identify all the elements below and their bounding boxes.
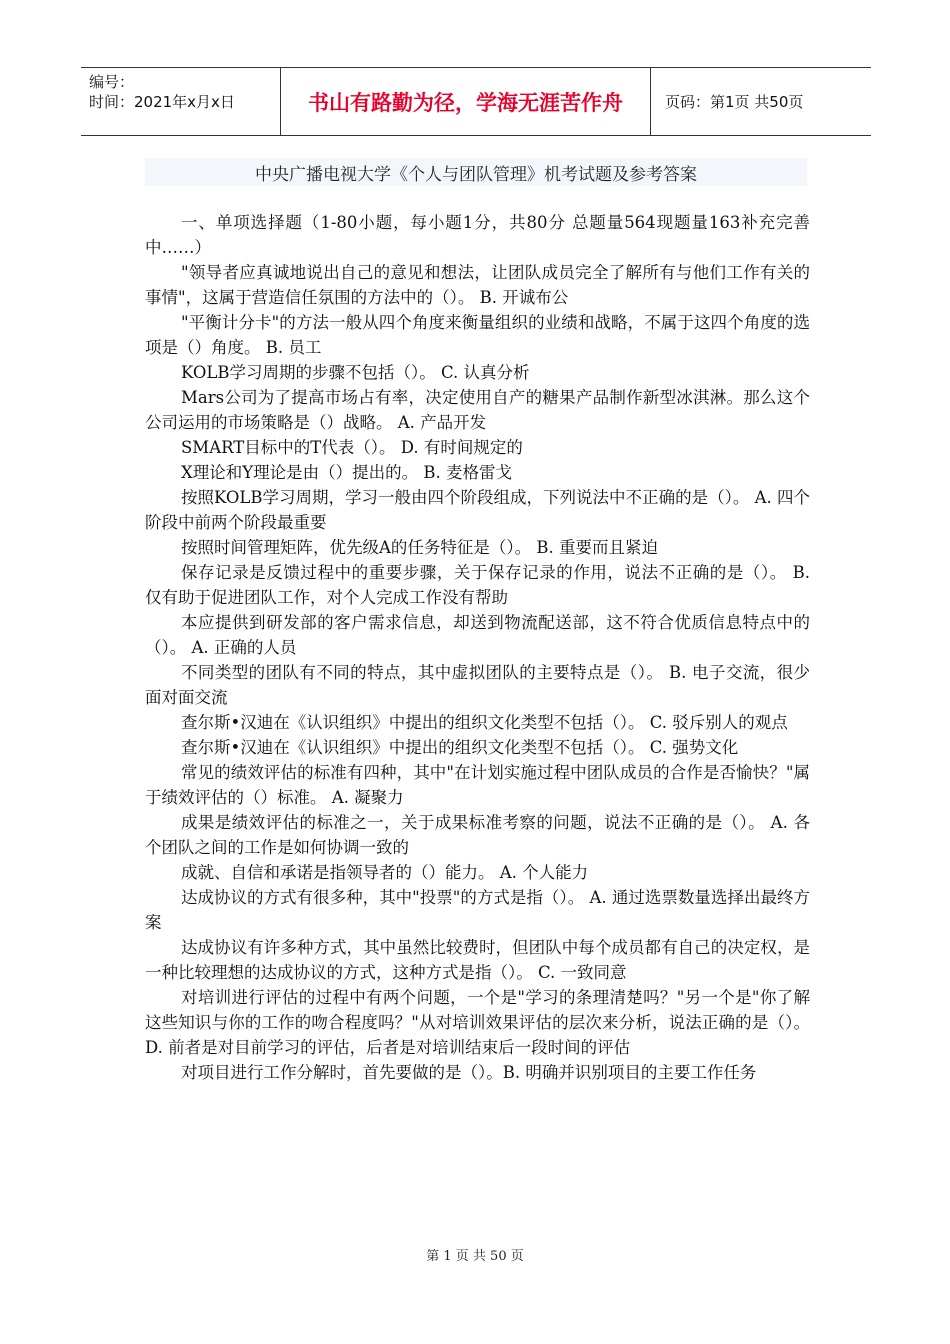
question-paragraph: 本应提供到研发部的客户需求信息，却送到物流配送部，这不符合优质信息特点中的（）。 A. 正确的人员 <box>145 613 810 657</box>
question-paragraph: 按照KOLB学习周期，学习一般由四个阶段组成，下列说法中不正确的是（）。 A. 四个阶段中前两个阶段最重要 <box>145 488 810 532</box>
question-paragraph: X理论和Y理论是由（）提出的。 B. 麦格雷戈 <box>181 463 512 482</box>
document-number-label: 编号： <box>89 73 135 91</box>
header-motto: 书山有路勤为径，学海无涯苦作舟 <box>281 68 651 135</box>
question-paragraph: 对培训进行评估的过程中有两个问题，一个是"学习的条理清楚吗？"另一个是"你了解这些知识与你的工作的吻合程度吗？"从对培训效果评估的层次来分析，说法正确的是（）。 D. 前者是对目前学习的评估，后者是对培训结束后一段时间的评估 <box>145 988 810 1057</box>
question-paragraph: 达成协议的方式有很多种，其中"投票"的方式是指（）。 A. 通过选票数量选择出最终方案 <box>145 888 810 932</box>
question-paragraph: 查尔斯•汉迪在《认识组织》中提出的组织文化类型不包括（）。 C. 驳斥别人的观点 <box>181 713 788 732</box>
question-paragraph: Mars公司为了提高市场占有率，决定使用自产的糖果产品制作新型冰淇淋。那么这个公司运用的市场策略是（）战略。 A. 产品开发 <box>145 388 810 432</box>
question-paragraph: 按照时间管理矩阵，优先级A的任务特征是（）。 B. 重要而且紧迫 <box>181 538 659 557</box>
section-heading: 一、单项选择题（1-80小题，每小题1分，共80分 总题量564现题量163补充完善中……） <box>145 213 810 257</box>
question-paragraph: 常见的绩效评估的标准有四种，其中"在计划实施过程中团队成员的合作是否愉快？"属于绩效评估的（）标准。 A. 凝聚力 <box>145 763 810 807</box>
header-page-info: 页码：第1页 共50页 <box>665 93 804 111</box>
page-footer: 第 1 页 共 50 页 <box>426 1249 524 1264</box>
question-paragraph: 成就、自信和承诺是指领导者的（）能力。 A. 个人能力 <box>181 863 589 882</box>
question-paragraph: 对项目进行工作分解时，首先要做的是（）。B. 明确并识别项目的主要工作任务 <box>181 1063 757 1082</box>
question-paragraph: SMART目标中的T代表（）。 D. 有时间规定的 <box>181 438 523 457</box>
question-paragraph: KOLB学习周期的步骤不包括（）。 C. 认真分析 <box>181 363 530 382</box>
question-paragraph: 查尔斯•汉迪在《认识组织》中提出的组织文化类型不包括（）。 C. 强势文化 <box>181 738 739 757</box>
document-header <box>81 67 871 136</box>
question-paragraph: 不同类型的团队有不同的特点，其中虚拟团队的主要特点是（）。 B. 电子交流，很少面对面交流 <box>145 663 810 707</box>
question-paragraph: 成果是绩效评估的标准之一，关于成果标准考察的问题，说法不正确的是（）。 A. 各个团队之间的工作是如何协调一致的 <box>145 813 810 857</box>
document-body <box>145 210 810 1085</box>
question-paragraph: "领导者应真诚地说出自己的意见和想法，让团队成员完全了解所有与他们工作有关的事情"，这属于营造信任氛围的方法中的（）。 B. 开诚布公 <box>145 263 810 307</box>
document-title: 中央广播电视大学《个人与团队管理》机考试题及参考答案 <box>145 158 807 186</box>
document-date: 时间：2021年x月x日 <box>89 93 235 111</box>
question-paragraph: "平衡计分卡"的方法一般从四个角度来衡量组织的业绩和战略，不属于这四个角度的选项是（）角度。 B. 员工 <box>145 313 810 357</box>
header-meta <box>81 68 281 135</box>
question-paragraph: 保存记录是反馈过程中的重要步骤，关于保存记录的作用，说法不正确的是（）。 B. 仅有助于促进团队工作，对个人完成工作没有帮助 <box>145 563 810 607</box>
question-paragraph: 达成协议有许多种方式，其中虽然比较费时，但团队中每个成员都有自己的决定权，是一种比较理想的达成协议的方式，这种方式是指（）。 C. 一致同意 <box>145 938 810 982</box>
